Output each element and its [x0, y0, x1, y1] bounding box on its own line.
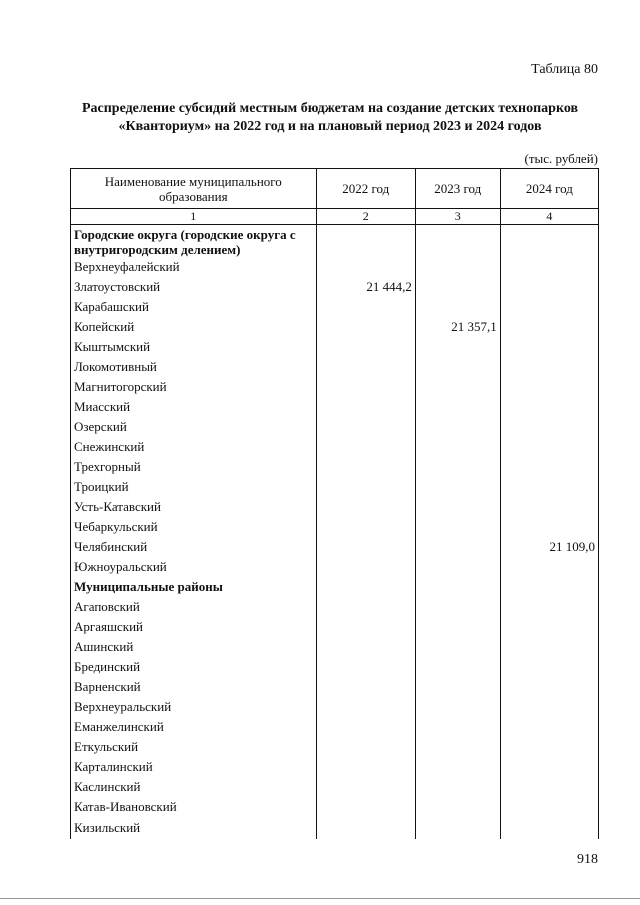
table-row — [71, 537, 599, 557]
value-2023 — [415, 697, 500, 717]
value-2024 — [500, 257, 598, 277]
value-2022 — [316, 517, 415, 537]
value-2024 — [500, 797, 598, 817]
table-row — [71, 377, 599, 397]
value-2023 — [415, 817, 500, 839]
value-2024 — [500, 677, 598, 697]
municipality-name: Верхнеуфалейский — [71, 257, 317, 277]
value-2024 — [500, 817, 598, 839]
municipality-name: Варненский — [71, 677, 317, 697]
value-2024 — [500, 397, 598, 417]
table-row — [71, 517, 599, 537]
table-row — [71, 777, 599, 797]
group-row-municipal-districts — [71, 577, 599, 597]
table-cell — [500, 577, 598, 597]
value-2023 — [415, 417, 500, 437]
table-row — [71, 317, 599, 337]
value-2022 — [316, 717, 415, 737]
value-2022: 21 444,2 — [316, 277, 415, 297]
table-row — [71, 477, 599, 497]
value-2022 — [316, 257, 415, 277]
table-row — [71, 757, 599, 777]
value-2022 — [316, 397, 415, 417]
subsidy-table — [70, 168, 599, 839]
municipality-name: Агаповский — [71, 597, 317, 617]
value-2023 — [415, 277, 500, 297]
value-2023 — [415, 297, 500, 317]
column-number: 2 — [316, 209, 415, 225]
municipality-name: Усть-Катавский — [71, 497, 317, 517]
value-2024 — [500, 637, 598, 657]
value-2022 — [316, 497, 415, 517]
value-2024 — [500, 477, 598, 497]
value-2023 — [415, 397, 500, 417]
value-2023 — [415, 597, 500, 617]
value-2022 — [316, 377, 415, 397]
table-cell — [415, 225, 500, 258]
column-header-2023: 2023 год — [415, 169, 500, 209]
page-bottom-rule — [0, 898, 640, 899]
value-2024 — [500, 417, 598, 437]
municipality-name: Кизильский — [71, 817, 317, 839]
value-2024 — [500, 497, 598, 517]
municipality-name: Магнитогорский — [71, 377, 317, 397]
document-title — [60, 100, 600, 136]
value-2022 — [316, 357, 415, 377]
municipality-name: Карталинский — [71, 757, 317, 777]
table-row — [71, 817, 599, 839]
value-2024 — [500, 617, 598, 637]
municipality-name: Трехгорный — [71, 457, 317, 477]
municipality-name: Озерский — [71, 417, 317, 437]
value-2023 — [415, 637, 500, 657]
value-2023 — [415, 357, 500, 377]
table-row — [71, 597, 599, 617]
column-header-2022: 2022 год — [316, 169, 415, 209]
value-2022 — [316, 797, 415, 817]
table-row — [71, 737, 599, 757]
municipality-name: Еткульский — [71, 737, 317, 757]
municipality-name: Челябинский — [71, 537, 317, 557]
value-2022 — [316, 477, 415, 497]
municipality-name: Катав-Ивановский — [71, 797, 317, 817]
value-2024 — [500, 437, 598, 457]
value-2024 — [500, 737, 598, 757]
value-2023 — [415, 657, 500, 677]
table-label: Таблица 80 — [531, 62, 598, 77]
value-2023 — [415, 617, 500, 637]
value-2024 — [500, 717, 598, 737]
value-2022 — [316, 757, 415, 777]
value-2022 — [316, 817, 415, 839]
column-header-2024: 2024 год — [500, 169, 598, 209]
value-2022 — [316, 637, 415, 657]
municipality-name: Локомотивный — [71, 357, 317, 377]
value-2022 — [316, 657, 415, 677]
group-row-city-districts — [71, 225, 599, 258]
table-row — [71, 497, 599, 517]
title-line-2: «Кванториум» на 2022 год и на плановый период 2023 и 2024 годов — [118, 119, 542, 134]
municipality-name: Копейский — [71, 317, 317, 337]
value-2024: 21 109,0 — [500, 537, 598, 557]
header-row — [71, 169, 599, 209]
table-row — [71, 337, 599, 357]
table-row — [71, 397, 599, 417]
table-row — [71, 357, 599, 377]
value-2023 — [415, 797, 500, 817]
value-2023 — [415, 257, 500, 277]
value-2024 — [500, 337, 598, 357]
group-label: Городские округа (городские округа с внутригородским делением) — [71, 225, 317, 258]
value-2023 — [415, 497, 500, 517]
municipality-name: Чебаркульский — [71, 517, 317, 537]
value-2024 — [500, 777, 598, 797]
page-number: 918 — [577, 852, 598, 867]
table-row — [71, 557, 599, 577]
table-row — [71, 677, 599, 697]
value-2023: 21 357,1 — [415, 317, 500, 337]
value-2023 — [415, 517, 500, 537]
value-2022 — [316, 597, 415, 617]
municipality-name: Еманжелинский — [71, 717, 317, 737]
municipality-name: Верхнеуральский — [71, 697, 317, 717]
table-row — [71, 417, 599, 437]
column-header-name: Наименование муниципального образования — [71, 169, 317, 209]
units-note: (тыс. рублей) — [524, 151, 598, 166]
municipality-name: Аргаяшский — [71, 617, 317, 637]
value-2024 — [500, 297, 598, 317]
value-2024 — [500, 277, 598, 297]
value-2022 — [316, 737, 415, 757]
value-2023 — [415, 437, 500, 457]
municipality-name: Каслинский — [71, 777, 317, 797]
value-2023 — [415, 677, 500, 697]
table-row — [71, 617, 599, 637]
value-2024 — [500, 557, 598, 577]
table-cell — [500, 225, 598, 258]
table-row — [71, 637, 599, 657]
table-row — [71, 257, 599, 277]
value-2023 — [415, 477, 500, 497]
municipality-name: Брединский — [71, 657, 317, 677]
municipality-name: Южноуральский — [71, 557, 317, 577]
value-2023 — [415, 337, 500, 357]
table-cell — [415, 577, 500, 597]
value-2022 — [316, 297, 415, 317]
column-number: 4 — [500, 209, 598, 225]
table-body — [71, 225, 599, 840]
table-row — [71, 697, 599, 717]
table-row — [71, 717, 599, 737]
column-number-row — [71, 209, 599, 225]
municipality-name: Златоустовский — [71, 277, 317, 297]
value-2022 — [316, 337, 415, 357]
value-2023 — [415, 537, 500, 557]
value-2024 — [500, 357, 598, 377]
table-row — [71, 457, 599, 477]
value-2023 — [415, 777, 500, 797]
municipality-name: Ашинский — [71, 637, 317, 657]
value-2023 — [415, 377, 500, 397]
municipality-name: Кыштымский — [71, 337, 317, 357]
value-2022 — [316, 317, 415, 337]
value-2022 — [316, 557, 415, 577]
column-number: 3 — [415, 209, 500, 225]
table-row — [71, 277, 599, 297]
value-2022 — [316, 417, 415, 437]
value-2022 — [316, 677, 415, 697]
value-2022 — [316, 617, 415, 637]
value-2022 — [316, 437, 415, 457]
table-row — [71, 297, 599, 317]
group-label: Муниципальные районы — [71, 577, 317, 597]
value-2024 — [500, 457, 598, 477]
title-line-1: Распределение субсидий местным бюджетам на создание детских технопарков — [81, 101, 579, 116]
value-2024 — [500, 377, 598, 397]
value-2024 — [500, 697, 598, 717]
municipality-name: Миасский — [71, 397, 317, 417]
table-cell — [316, 577, 415, 597]
municipality-name: Снежинский — [71, 437, 317, 457]
value-2022 — [316, 537, 415, 557]
value-2023 — [415, 737, 500, 757]
municipality-name: Карабашский — [71, 297, 317, 317]
value-2023 — [415, 557, 500, 577]
value-2024 — [500, 317, 598, 337]
table-cell — [316, 225, 415, 258]
value-2023 — [415, 457, 500, 477]
column-number: 1 — [71, 209, 317, 225]
table-row — [71, 437, 599, 457]
value-2023 — [415, 757, 500, 777]
value-2024 — [500, 517, 598, 537]
value-2022 — [316, 777, 415, 797]
municipality-name: Троицкий — [71, 477, 317, 497]
value-2024 — [500, 757, 598, 777]
value-2022 — [316, 697, 415, 717]
value-2023 — [415, 717, 500, 737]
value-2024 — [500, 597, 598, 617]
table-row — [71, 657, 599, 677]
value-2022 — [316, 457, 415, 477]
table-row — [71, 797, 599, 817]
value-2024 — [500, 657, 598, 677]
